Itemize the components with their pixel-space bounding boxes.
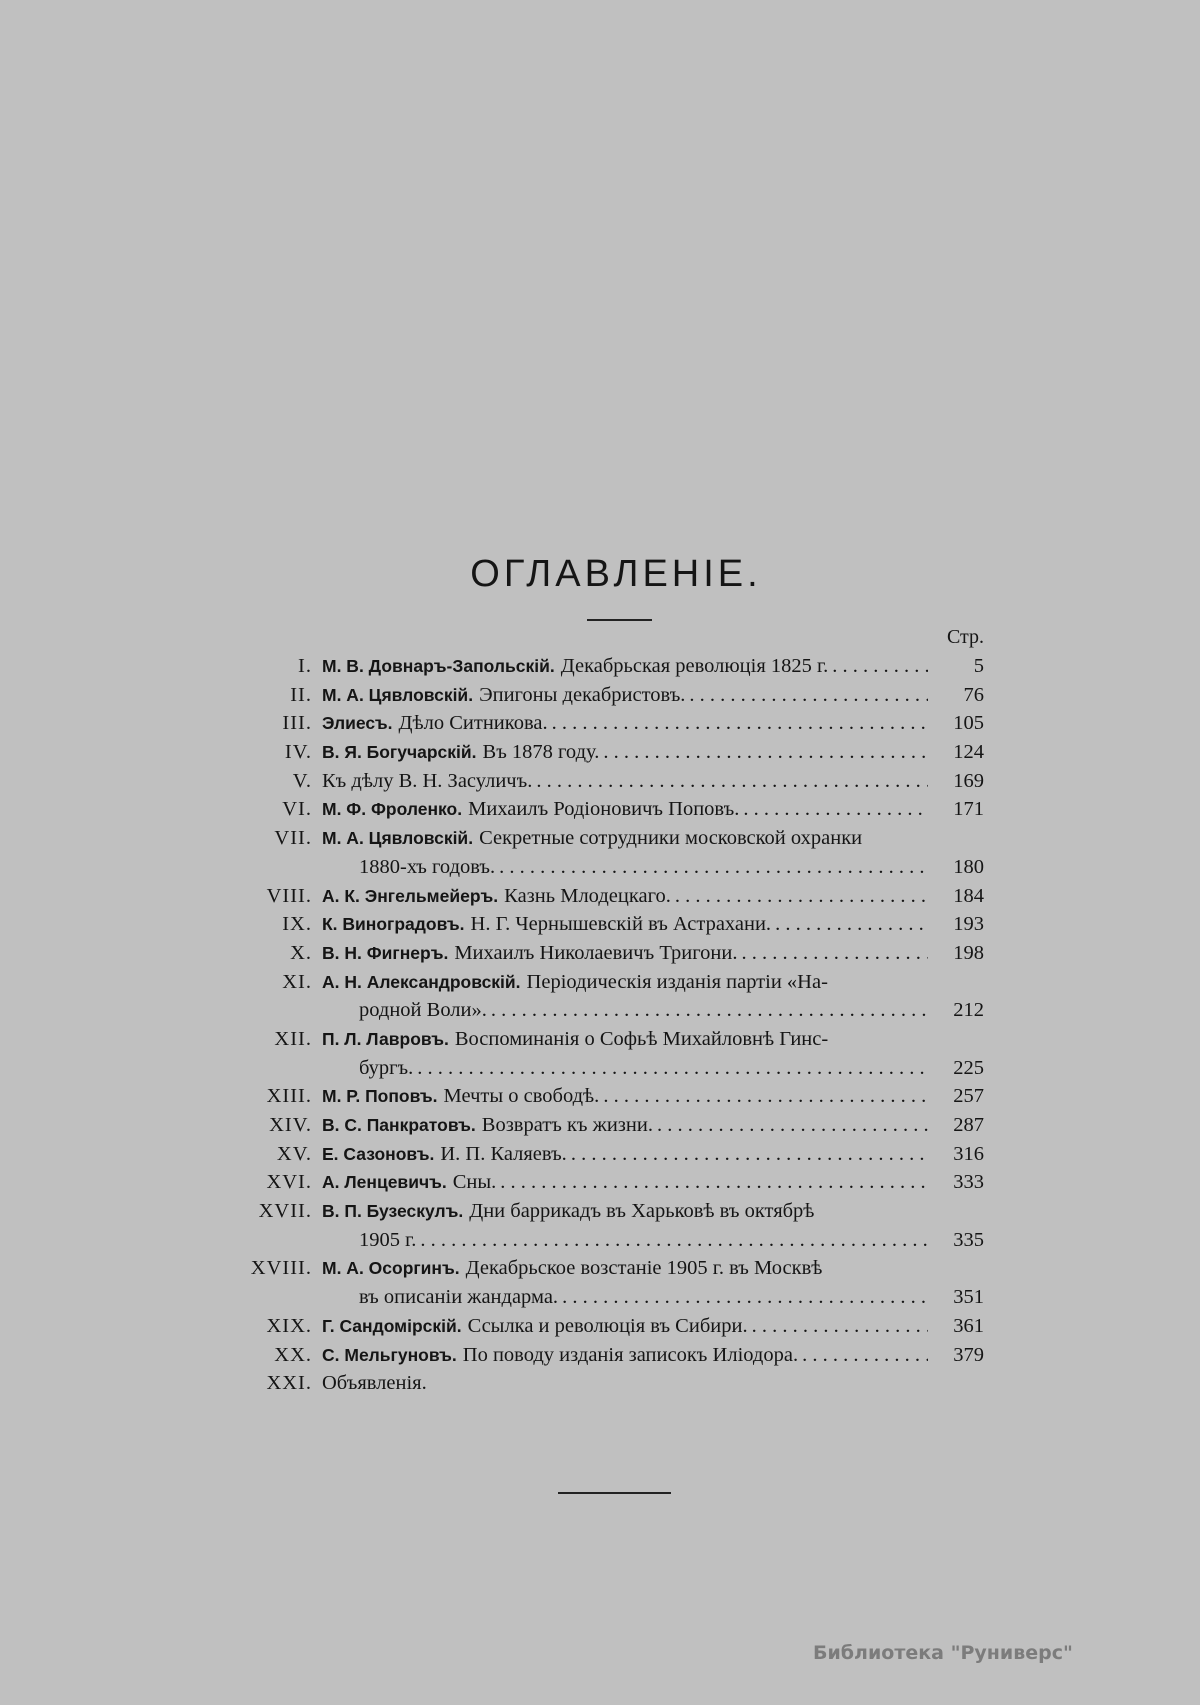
entry-title: Возвратъ къ жизни. [481,1114,653,1136]
toc-line [230,1254,984,1283]
page-number: 287 [953,1114,984,1136]
toc-line-continuation [230,1226,984,1255]
page-number: 361 [953,1314,984,1337]
entry-author: М. А. Цявловскій. [322,684,474,705]
entry-title: Періодическія изданія партіи «На- [526,970,828,993]
entry-author: М. В. Довнаръ-Запольскій. [322,656,555,676]
entry-text [322,910,771,939]
entry-text [322,767,532,796]
toc-line [230,709,984,738]
toc-line [230,939,984,968]
toc-line-continuation [230,996,984,1025]
toc-line [230,1082,984,1111]
entry-author: П. Л. Лавровъ. [322,1028,449,1049]
dot-leader [599,1082,928,1111]
entry-author: А. Ленцевичъ. [322,1172,447,1193]
roman-numeral: XII. [274,1027,312,1050]
dot-leader [567,1140,928,1169]
entry-author: М. Р. Поповъ. [322,1086,438,1107]
toc-line [230,824,984,853]
entry-title: По поводу изданія записокъ Иліодора. [462,1343,799,1366]
toc-entry[interactable] [230,1168,984,1197]
toc-entry[interactable] [230,1025,984,1082]
entry-title: Секретные сотрудники московской охранки [479,827,863,850]
entry-title: Дѣло Ситникова. [398,712,548,735]
toc-entry[interactable] [230,968,984,1025]
toc-entry[interactable] [230,738,984,767]
roman-numeral: VI. [282,798,312,821]
entry-title: Михаилъ Николаевичъ Тригони. [454,941,738,964]
entry-author: С. Мельгуновъ. [322,1344,457,1365]
toc-line [230,1111,984,1140]
entry-title: Мечты о свободѣ. [443,1085,600,1108]
page-number: 105 [953,712,984,735]
entry-text [322,738,599,767]
entry-author: Элиесъ. [322,713,393,734]
entry-text [322,824,862,853]
roman-numeral: IV. [284,741,312,764]
toc-line [230,795,984,824]
toc-entry[interactable] [230,1369,984,1398]
dot-leader [487,996,928,1025]
toc-line [230,882,984,911]
dot-leader [748,1312,928,1341]
dot-leader [738,939,929,968]
toc-entry[interactable] [230,1082,984,1111]
entry-title-continuation: въ описаніи жандарма. [359,1286,559,1309]
entry-text [322,709,548,738]
toc-line [230,1025,984,1054]
page-number: 212 [953,999,984,1022]
entry-title: Къ дѣлу В. Н. Засуличъ. [322,769,533,792]
toc-line [230,1140,984,1169]
entry-author: В. П. Бузескулъ. [322,1201,464,1222]
roman-numeral: III. [282,712,312,735]
page-number: 316 [953,1142,984,1165]
toc-entry[interactable] [230,709,984,738]
dot-leader [739,795,928,824]
dot-leader [771,910,928,939]
toc-entry[interactable] [230,1312,984,1341]
library-watermark: Библиотека "Руниверс" [813,1642,1073,1664]
dot-leader [558,1283,928,1312]
toc-entry[interactable] [230,882,984,911]
title-divider [587,619,652,621]
page-number: 76 [963,683,984,706]
entry-text [322,939,738,968]
entry-title: Ссылка и революція въ Сибири. [467,1314,748,1337]
dot-leader [416,1226,928,1255]
dot-leader [532,767,928,796]
page-number: 184 [953,884,984,907]
page-number: 351 [953,1286,984,1309]
roman-numeral: XX. [274,1343,312,1366]
roman-numeral: XV. [276,1142,312,1165]
roman-numeral: XIII. [266,1085,312,1108]
roman-numeral: I. [298,655,312,677]
toc-line-continuation [230,1283,984,1312]
toc-line-continuation [230,853,984,882]
entry-title: Декабрьское возстаніе 1905 г. въ Москвѣ [465,1257,823,1280]
dot-leader [798,1341,928,1370]
entry-author: М. Ф. Фроленко. [322,799,463,820]
toc-line-continuation [230,1054,984,1083]
table-of-contents [230,652,984,1398]
entry-title-continuation: 1880-хъ годовъ. [359,855,496,878]
entry-title: Казнь Млодецкаго. [504,884,671,907]
entry-title-continuation: бургъ. [359,1056,414,1079]
dot-leader [599,738,928,767]
toc-line [230,1197,984,1226]
page-number: 257 [953,1085,984,1108]
dot-leader [496,1168,928,1197]
dot-leader [548,709,928,738]
entry-text [322,1140,567,1169]
roman-numeral: XIV. [269,1114,312,1136]
page-number: 124 [953,741,984,764]
entry-author: В. С. Панкратовъ. [322,1115,476,1135]
toc-line [230,968,984,997]
entry-title: Воспоминанія о Софьѣ Михайловнѣ Гинс- [454,1027,829,1050]
entry-title: Декабрьская революція 1825 г. [560,655,829,677]
toc-entry[interactable] [230,939,984,968]
entry-author: А. К. Энгельмейеръ. [322,885,499,906]
toc-entry[interactable] [230,652,984,681]
entry-text [322,681,685,710]
entry-title: Въ 1878 году. [482,741,600,764]
page-title: ОГЛАВЛЕНІЕ. [470,553,762,595]
dot-leader [671,882,928,911]
entry-author: М. А. Осоргинъ. [322,1258,460,1279]
entry-text [322,652,828,681]
toc-line [230,1168,984,1197]
entry-title: Н. Г. Чернышевскій въ Астрахани. [470,913,772,936]
toc-entry[interactable] [230,1140,984,1169]
toc-entry[interactable] [230,1341,984,1370]
entry-text [322,1111,653,1140]
entry-title: И. П. Каляевъ. [440,1142,567,1165]
dot-leader [685,681,928,710]
toc-entry[interactable] [230,824,984,881]
page-number: 379 [953,1343,984,1366]
page-number: 335 [953,1228,984,1251]
toc-entry[interactable] [230,681,984,710]
roman-numeral: IX. [282,913,312,936]
entry-text [322,1168,496,1197]
page-number: 198 [953,941,984,964]
entry-author: А. Н. Александровскій. [322,971,521,992]
entry-text [322,1254,822,1283]
roman-numeral: XVI. [266,1171,312,1194]
toc-entry[interactable] [230,795,984,824]
roman-numeral: VII. [274,827,312,850]
end-divider [558,1492,671,1494]
roman-numeral: X. [290,941,312,964]
page-column-header: Стр. [946,626,984,648]
roman-numeral: II. [290,683,312,706]
roman-numeral: XXI. [266,1372,312,1395]
toc-line [230,910,984,939]
roman-numeral: VIII. [266,884,312,907]
toc-line [230,1312,984,1341]
toc-entry[interactable] [230,910,984,939]
page-number: 193 [953,913,984,936]
toc-line [230,767,984,796]
roman-numeral: V. [292,769,312,792]
entry-author: М. А. Цявловскій. [322,828,474,849]
entry-title: Михаилъ Родіоновичъ Поповъ. [468,798,740,821]
toc-line [230,1341,984,1370]
entry-text [322,1197,814,1226]
entry-author: Е. Сазоновъ. [322,1143,435,1164]
dot-leader [495,853,928,882]
toc-line [230,652,984,681]
toc-line [230,1369,984,1398]
entry-text [322,1341,798,1370]
entry-author: В. Н. Фигнеръ. [322,942,449,963]
entry-title-continuation: 1905 г. [359,1228,417,1251]
toc-entry[interactable] [230,1111,984,1140]
dot-leader [828,652,928,681]
entry-text [322,882,671,911]
page-number: 171 [953,798,984,821]
entry-author: К. Виноградовъ. [322,914,465,935]
toc-entry[interactable] [230,767,984,796]
entry-text [322,1312,748,1341]
page-number: 5 [973,655,984,677]
roman-numeral: XI. [282,970,312,993]
entry-text [322,795,739,824]
page-number: 169 [953,769,984,792]
entry-author: В. Я. Богучарскій. [322,742,477,763]
page-number: 225 [953,1056,984,1079]
entry-title: Объявленія. [322,1372,427,1395]
entry-text [322,1025,828,1054]
toc-entry[interactable] [230,1254,984,1311]
dot-leader [413,1054,928,1083]
entry-author: Г. Сандомірскій. [322,1315,462,1336]
entry-text [322,1082,599,1111]
page-number: 333 [953,1171,984,1194]
dot-leader [653,1111,928,1140]
entry-text [322,1369,427,1398]
entry-text [322,968,828,997]
roman-numeral: XVIII. [250,1257,312,1280]
entry-title: Сны. [452,1171,497,1194]
entry-title: Эпигоны декабристовъ. [479,683,686,706]
page-number: 180 [953,855,984,878]
toc-line [230,738,984,767]
entry-title-continuation: родной Воли». [359,999,487,1022]
roman-numeral: XIX. [266,1314,312,1337]
toc-line [230,681,984,710]
toc-entry[interactable] [230,1197,984,1254]
roman-numeral: XVII. [258,1200,312,1223]
entry-title: Дни баррикадъ въ Харьковѣ въ октябрѣ [469,1200,815,1223]
